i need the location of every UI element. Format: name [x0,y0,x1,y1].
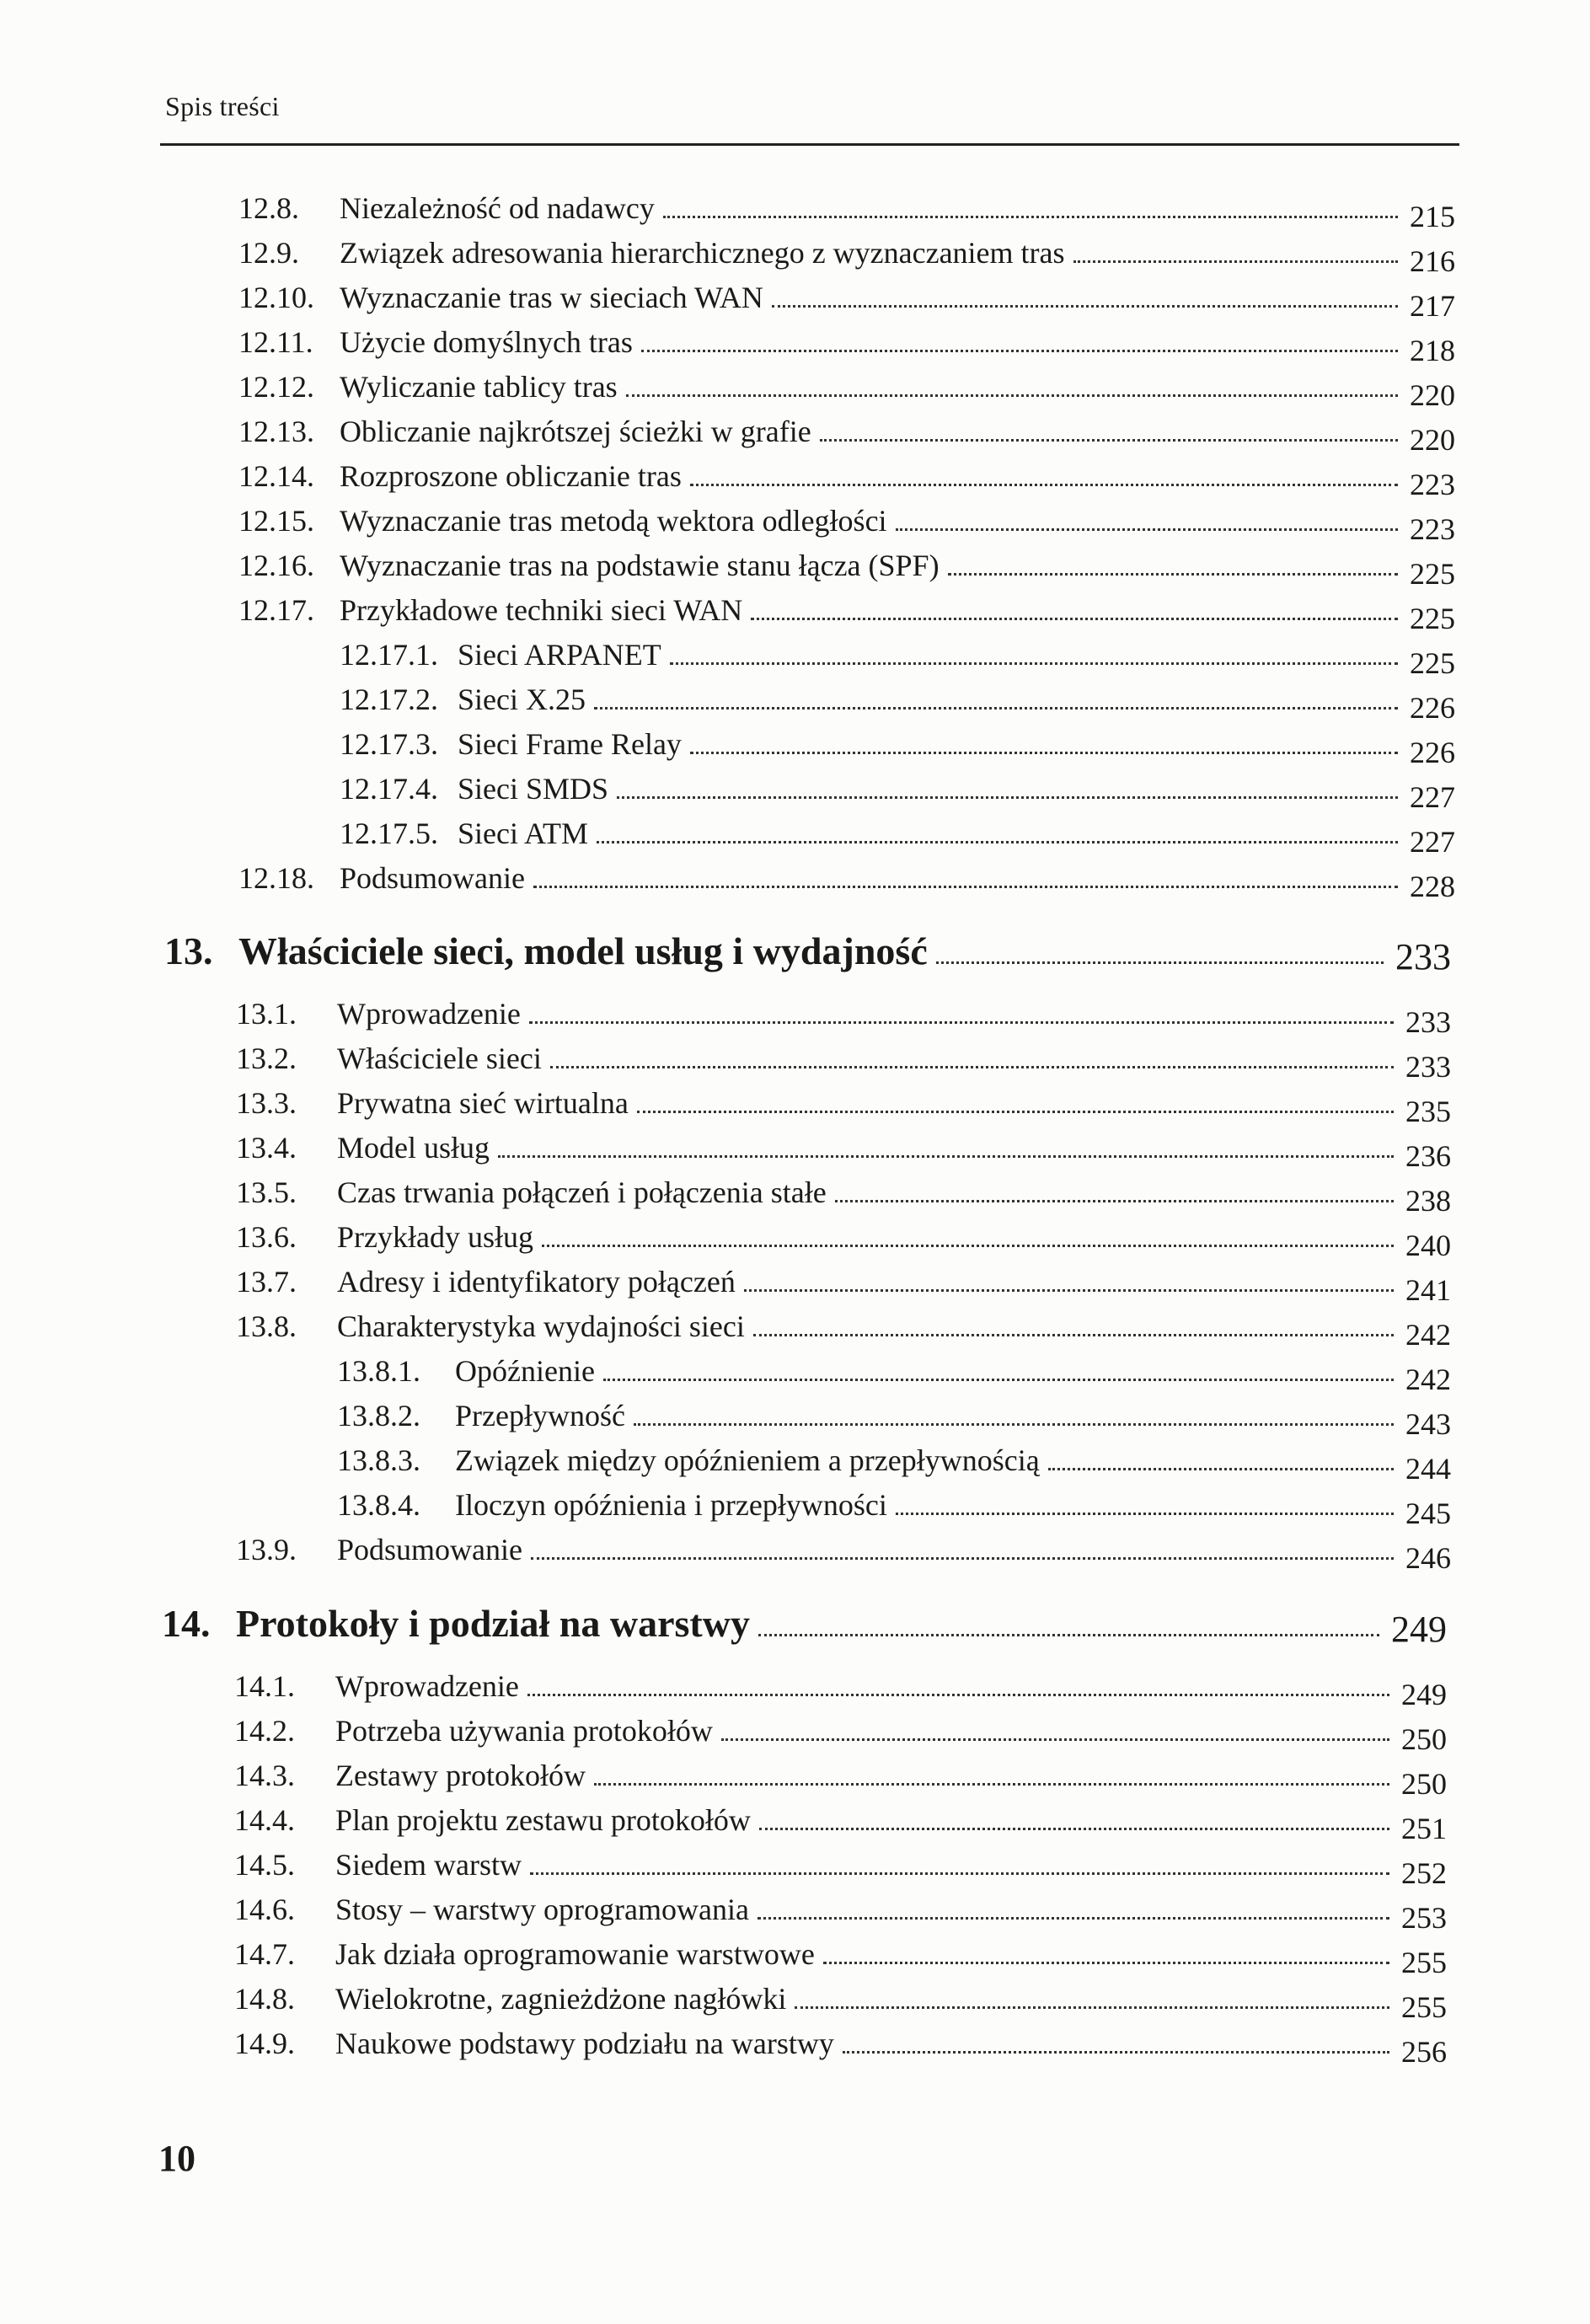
toc-entry[interactable]: 13.3. Prywatna sieć wirtualna 235 [236,1086,1451,1128]
dot-leader [533,886,1398,888]
dot-leader [721,1738,1389,1741]
dot-leader [670,662,1398,665]
toc-entry[interactable]: 12.12. Wyliczanie tablicy tras 220 [238,370,1455,412]
dot-leader [617,796,1398,799]
chapter-heading[interactable]: 14. Protokoły i podział na warstwy 249 [162,1602,1447,1650]
toc-entry[interactable]: 13.4. Model usług 236 [236,1131,1451,1173]
dot-leader [1073,260,1398,263]
dot-leader [641,350,1398,352]
chapter-heading[interactable]: 13. Właściciele sieci, model usług i wydajność 233 [164,929,1451,977]
dot-leader [527,1694,1389,1696]
toc-entry[interactable]: 13.8.1. Opóźnienie 242 [337,1354,1451,1396]
toc-entry[interactable]: 13.8.4. Iloczyn opóźnienia i przepływności 245 [337,1488,1451,1530]
toc-entry[interactable]: 12.16. Wyznaczanie tras na podstawie stanu łącza (SPF) 225 [238,549,1455,591]
dot-leader [690,752,1398,754]
toc-entry[interactable]: 14.7. Jak działa oprogramowanie warstwowe 255 [234,1937,1447,1979]
toc-entry[interactable]: 12.17. Przykładowe techniki sieci WAN 225 [238,593,1455,635]
toc-entry[interactable]: 13.2. Właściciele sieci 233 [236,1042,1451,1084]
dot-leader [542,1245,1394,1247]
dot-leader [531,1557,1394,1560]
toc-entry[interactable]: 13.7. Adresy i identyfikatory połączeń 241 [236,1265,1451,1307]
dot-leader [758,1634,1379,1636]
dot-leader [597,841,1398,843]
dot-leader [896,528,1398,531]
dot-leader [529,1021,1394,1024]
running-head: Spis treści [165,91,280,121]
dot-leader [820,439,1398,442]
toc-entry[interactable]: 13.6. Przykłady usług 240 [236,1220,1451,1262]
toc-entry[interactable]: 14.8. Wielokrotne, zagnieżdżone nagłówki 255 [234,1982,1447,2024]
dot-leader [896,1513,1394,1515]
dot-leader [594,1783,1389,1786]
dot-leader [637,1111,1394,1113]
toc-entry[interactable]: 13.8.3. Związek między opóźnieniem a przepływnością 244 [337,1443,1451,1486]
dot-leader [550,1066,1394,1068]
dot-leader [751,618,1398,620]
toc-entry[interactable]: 13.8.2. Przepływność 243 [337,1399,1451,1441]
toc-entry[interactable]: 14.9. Naukowe podstawy podziału na warstwy 256 [234,2027,1447,2069]
toc-entry[interactable]: 12.11. Użycie domyślnych tras 218 [238,325,1455,367]
toc-entry[interactable]: 13.5. Czas trwania połączeń i połączenia stałe 238 [236,1175,1451,1218]
dot-leader [772,305,1398,308]
toc-entry[interactable]: 12.18. Podsumowanie 228 [238,861,1455,903]
toc-entry[interactable]: 13.8. Charakterystyka wydajności sieci 242 [236,1309,1451,1352]
dot-leader [753,1334,1394,1336]
dot-leader [603,1379,1394,1381]
dot-leader [759,1828,1389,1830]
toc-entry[interactable]: 12.10. Wyznaczanie tras w sieciach WAN 217 [238,281,1455,323]
dot-leader [1048,1468,1394,1470]
header-rule [160,143,1459,146]
dot-leader [690,484,1398,486]
dot-leader [594,707,1398,710]
toc-entry[interactable]: 13.1. Wprowadzenie 233 [236,997,1451,1039]
toc-entry[interactable]: 14.1. Wprowadzenie 249 [234,1669,1447,1711]
toc-entry[interactable]: 12.9. Związek adresowania hierarchicznego z wyznaczaniem tras 216 [238,236,1455,278]
toc-entry[interactable]: 12.17.4. Sieci SMDS 227 [340,772,1455,814]
toc-entry[interactable]: 13.9. Podsumowanie 246 [236,1533,1451,1575]
dot-leader [663,216,1398,218]
toc-entry[interactable]: 14.6. Stosy – warstwy oprogramowania 253 [234,1893,1447,1935]
toc-entry[interactable]: 14.4. Plan projektu zestawu protokołów 251 [234,1803,1447,1845]
toc-entry[interactable]: 12.17.5. Sieci ATM 227 [340,817,1455,859]
toc-entry[interactable]: 14.5. Siedem warstw 252 [234,1848,1447,1890]
dot-leader [498,1155,1394,1158]
dot-leader [823,1962,1389,1964]
dot-leader [634,1423,1394,1426]
toc-entry[interactable]: 12.17.2. Sieci X.25 226 [340,683,1455,725]
dot-leader [530,1872,1389,1875]
toc-entry[interactable]: 12.13. Obliczanie najkrótszej ścieżki w grafie 220 [238,415,1455,457]
dot-leader [758,1917,1389,1920]
toc-entry[interactable]: 14.2. Potrzeba używania protokołów 250 [234,1714,1447,1756]
toc-entry[interactable]: 14.3. Zestawy protokołów 250 [234,1759,1447,1801]
dot-leader [795,2006,1389,2009]
toc-entry[interactable]: 12.14. Rozproszone obliczanie tras 223 [238,459,1455,501]
dot-leader [626,394,1398,397]
toc-entry[interactable]: 12.8. Niezależność od nadawcy 215 [238,191,1455,233]
dot-leader [936,961,1384,964]
toc-entry[interactable]: 12.17.1. Sieci ARPANET 225 [340,638,1455,680]
dot-leader [744,1289,1394,1292]
toc-entry[interactable]: 12.17.3. Sieci Frame Relay 226 [340,727,1455,769]
dot-leader [948,573,1398,576]
dot-leader [835,1200,1394,1202]
page-number: 10 [158,2138,195,2179]
toc-entry[interactable]: 12.15. Wyznaczanie tras metodą wektora odległości 223 [238,504,1455,546]
dot-leader [843,2051,1389,2054]
